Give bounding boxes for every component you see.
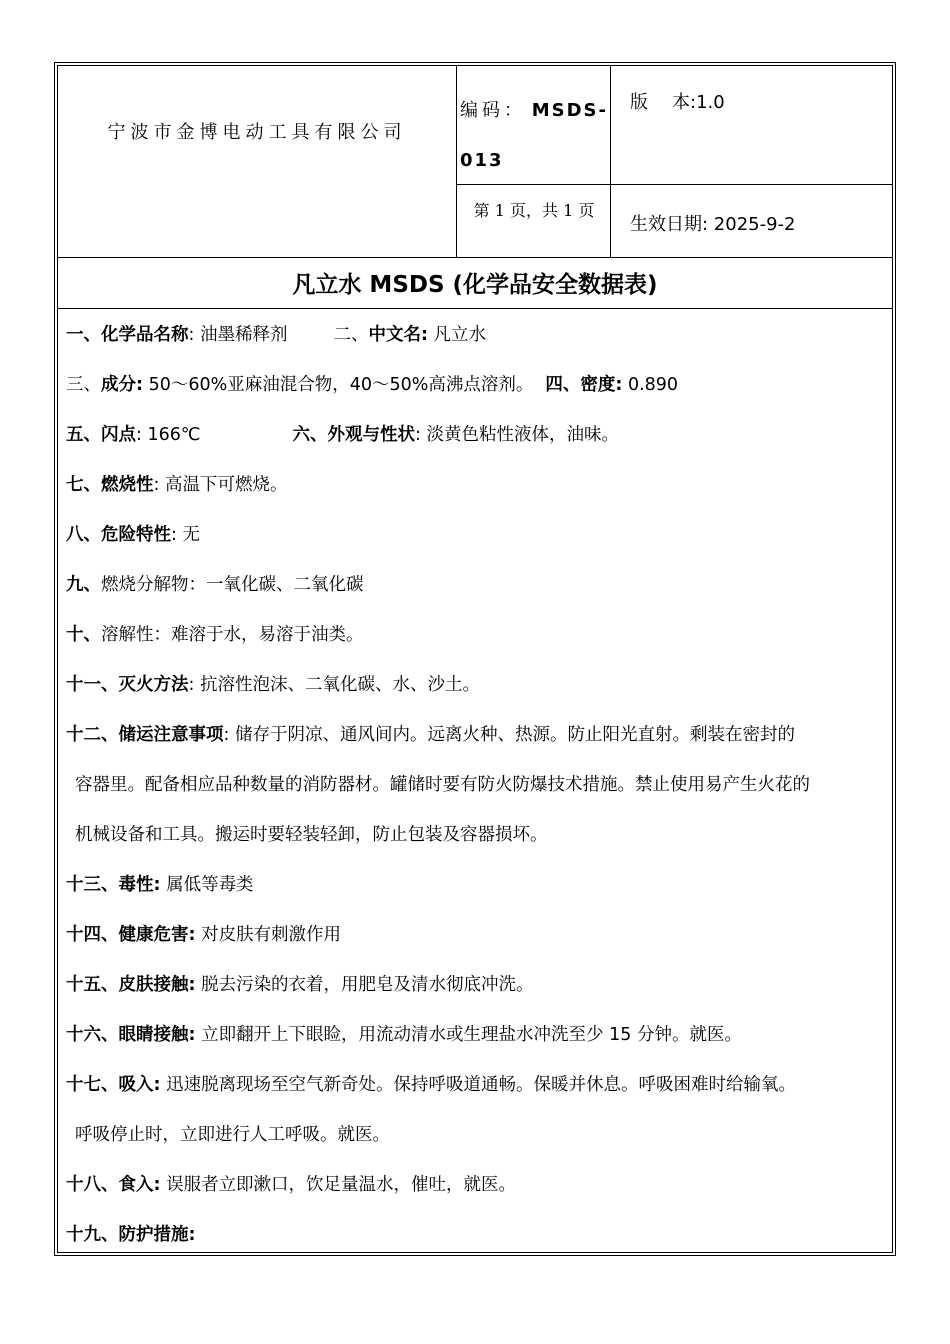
item-7 (66, 460, 886, 510)
item-14-label: 十四、健康危害: (66, 925, 196, 945)
item-19-label: 十九、防护措施: (66, 1225, 196, 1245)
header-bottom-line (57, 257, 893, 258)
header-divider-1 (456, 65, 457, 257)
item-12-line-2: 容器里。配备相应品种数量的消防器材。罐储时要有防火防爆技术措施。禁止使用易产生火花的 (75, 775, 810, 795)
item-13-value: 属低等毒类 (160, 875, 254, 895)
item-5-6 (66, 410, 886, 460)
item-17-label: 十七、吸入: (66, 1075, 161, 1095)
item-12-value: : 储存于阴凉、通风间内。远离火种、热源。防止阳光直射。剩装在密封的 (223, 725, 795, 745)
item-6-value: : 淡黄色粘性液体，油味。 (415, 425, 619, 445)
page-number: 第 1 页，共 1 页 (473, 201, 595, 220)
effective-date: 生效日期: 2025-9-2 (630, 214, 796, 235)
item-18-value: 误服者立即漱口，饮足量温水，催吐，就医。 (160, 1175, 517, 1195)
item-14 (66, 910, 886, 960)
item-15 (66, 960, 886, 1010)
item-17-value: 迅速脱离现场至空气新奇处。保持呼吸道通畅。保暖并休息。呼吸困难时给输氧。 (160, 1075, 797, 1095)
item-17-line-2: 呼吸停止时，立即进行人工呼吸。就医。 (75, 1125, 390, 1145)
header-divider-2 (610, 65, 611, 257)
item-18 (66, 1160, 886, 1210)
item-11 (66, 660, 886, 710)
item-11-value: : 抗溶性泡沫、二氧化碳、水、沙土。 (188, 675, 480, 695)
item-5-value: : 166℃ (136, 425, 201, 445)
document-code (460, 86, 608, 186)
item-14-value: 对皮肤有刺激作用 (195, 925, 342, 945)
item-10 (66, 610, 886, 660)
item-4-value: 0.890 (622, 375, 679, 395)
item-1-label: 一、化学品名称 (66, 325, 189, 345)
item-2-value: 凡立水 (427, 325, 487, 345)
item-3-value: 50～60%亚麻油混合物，40～50%高沸点溶剂。 (143, 375, 534, 395)
item-13-label: 十三、毒性: (66, 875, 161, 895)
item-10-label: 十、 (66, 625, 101, 645)
page-title: 凡立水 MSDS (化学品安全数据表) (292, 272, 658, 298)
item-12 (66, 710, 886, 760)
msds-content (66, 310, 886, 1260)
item-8 (66, 510, 886, 560)
item-1-value: : 油墨稀释剂 (188, 325, 288, 345)
company-name: 宁波市金博电动工具有限公司 (107, 122, 407, 143)
version (630, 88, 725, 114)
item-3-4 (66, 360, 886, 410)
item-10-value: 溶解性：难溶于水，易溶于油类。 (101, 625, 364, 645)
item-3-label: 成分: (101, 375, 143, 395)
item-8-value: : 无 (171, 525, 200, 545)
item-16 (66, 1010, 886, 1060)
item-2-prefix: 二、 (333, 325, 369, 345)
code-value-2: 013 (460, 150, 504, 171)
item-3-prefix: 三、 (66, 375, 101, 395)
item-4-label: 四、密度: (545, 375, 623, 395)
item-12-line-3: 机械设备和工具。搬运时要轻装轻卸，防止包装及容器损坏。 (75, 825, 548, 845)
item-7-value: : 高温下可燃烧。 (153, 475, 288, 495)
title-bottom-line (57, 308, 893, 309)
item-19 (66, 1210, 886, 1260)
item-13 (66, 860, 886, 910)
item-12-label: 十二、储运注意事项 (66, 725, 224, 745)
item-15-value: 脱去污染的衣着，用肥皂及清水彻底冲洗。 (195, 975, 534, 995)
item-9-value: 燃烧分解物：一氧化碳、二氧化碳 (101, 575, 364, 595)
item-9 (66, 560, 886, 610)
item-2-label: 中文名: (368, 325, 428, 345)
version-label: 版 (630, 92, 648, 113)
item-6-label: 六、外观与性状 (292, 425, 416, 445)
item-16-value: 立即翻开上下眼睑，用流动清水或生理盐水冲洗至少 15 分钟。就医。 (195, 1025, 742, 1045)
item-15-label: 十五、皮肤接触: (66, 975, 196, 995)
item-8-label: 八、危险特性 (66, 525, 171, 545)
item-11-label: 十一、灭火方法 (66, 675, 189, 695)
item-16-label: 十六、眼睛接触: (66, 1025, 196, 1045)
code-value: MSDS- (531, 100, 608, 121)
code-label: 编码： (460, 100, 526, 121)
item-17 (66, 1060, 886, 1110)
item-7-label: 七、燃烧性 (66, 475, 154, 495)
item-5-label: 五、闪点 (66, 425, 136, 445)
item-18-label: 十八、食入: (66, 1175, 161, 1195)
item-9-label: 九、 (66, 575, 101, 595)
version-value: 本:1.0 (672, 92, 725, 113)
item-1-2 (66, 310, 886, 360)
